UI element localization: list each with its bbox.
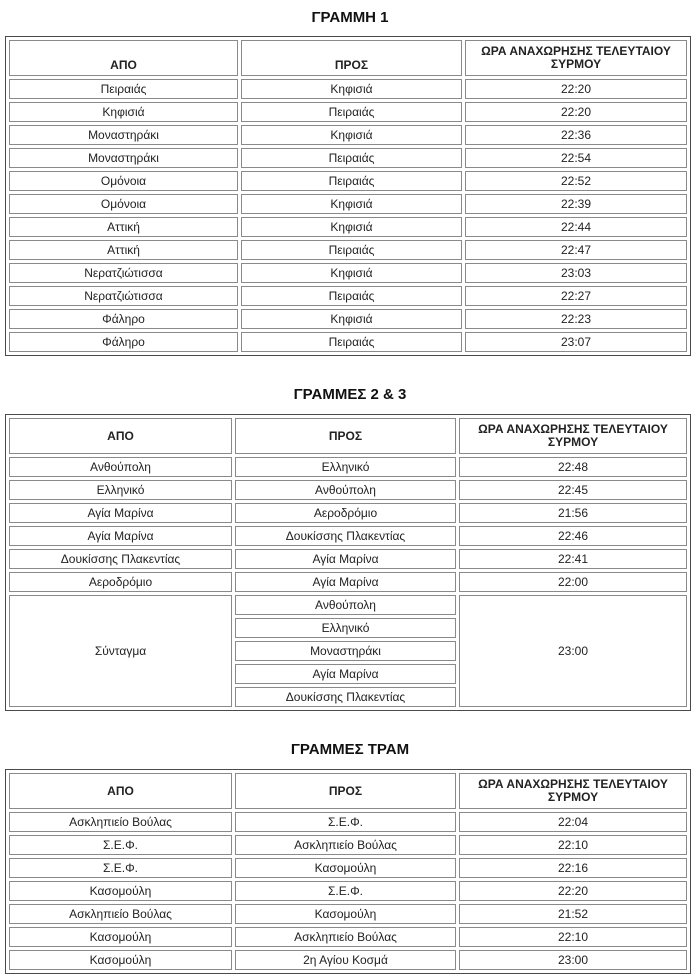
cell-to: Κηφισιά xyxy=(241,194,462,214)
table-header-row xyxy=(9,40,687,76)
table-row xyxy=(9,572,687,592)
lines23-title: ΓΡΑΜΜΕΣ 2 & 3 xyxy=(293,386,407,403)
cell-time: 23:03 xyxy=(465,263,687,283)
cell-from: Κασομούλη xyxy=(9,950,232,970)
cell-time: 22:23 xyxy=(465,309,687,329)
cell-time: 22:39 xyxy=(465,194,687,214)
cell-to: Κηφισιά xyxy=(241,79,462,99)
cell-to: Σ.Ε.Φ. xyxy=(235,812,456,832)
cell-from: Δουκίσσης Πλακεντίας xyxy=(9,549,232,569)
cell-from: Μοναστηράκι xyxy=(9,148,238,168)
table-row xyxy=(9,240,687,260)
cell-time: 22:27 xyxy=(465,286,687,306)
cell-from: Κασομούλη xyxy=(9,881,232,901)
cell-to: Ασκληπιείο Βούλας xyxy=(235,835,456,855)
cell-to: Σ.Ε.Φ. xyxy=(235,881,456,901)
cell-time: 22:10 xyxy=(459,927,687,947)
table-header-row xyxy=(9,773,687,809)
header-to: ΠΡΟΣ xyxy=(235,418,456,454)
cell-from: Σ.Ε.Φ. xyxy=(9,835,232,855)
cell-to: Πειραιάς xyxy=(241,286,462,306)
cell-time: 22:20 xyxy=(459,881,687,901)
table-row xyxy=(9,858,687,878)
cell-to: Δουκίσσης Πλακεντίας xyxy=(235,526,456,546)
cell-time: 22:10 xyxy=(459,835,687,855)
header-to: ΠΡΟΣ xyxy=(241,40,462,76)
cell-to: Ανθούπολη xyxy=(235,480,456,500)
cell-to: Κηφισιά xyxy=(241,263,462,283)
cell-from: Αττική xyxy=(9,217,238,237)
cell-to: Κηφισιά xyxy=(241,125,462,145)
cell-time: 21:56 xyxy=(459,503,687,523)
table-row xyxy=(9,927,687,947)
cell-from: Ομόνοια xyxy=(9,171,238,191)
cell-time: 22:44 xyxy=(465,217,687,237)
tram-title: ΓΡΑΜΜΕΣ ΤΡΑΜ xyxy=(290,741,410,758)
cell-to: Πειραιάς xyxy=(241,171,462,191)
table-row xyxy=(9,332,687,352)
cell-time: 22:46 xyxy=(459,526,687,546)
table-row xyxy=(9,812,687,832)
table-row xyxy=(9,148,687,168)
cell-from: Νερατζιώτισσα xyxy=(9,263,238,283)
cell-from: Αγία Μαρίνα xyxy=(9,526,232,546)
table-row xyxy=(9,79,687,99)
table-header-row xyxy=(9,418,687,454)
header-from: ΑΠΟ xyxy=(9,773,232,809)
cell-from: Ασκληπιείο Βούλας xyxy=(9,812,232,832)
cell-time: 22:20 xyxy=(465,102,687,122)
cell-time: 22:54 xyxy=(465,148,687,168)
table-row xyxy=(9,125,687,145)
cell-time: 22:16 xyxy=(459,858,687,878)
cell-to: 2η Αγίου Κοσμά xyxy=(235,950,456,970)
table-row xyxy=(9,102,687,122)
cell-from: Ομόνοια xyxy=(9,194,238,214)
cell-to: Κασομούλη xyxy=(235,858,456,878)
header-to: ΠΡΟΣ xyxy=(235,773,456,809)
table-row xyxy=(9,217,687,237)
cell-from: Φάληρο xyxy=(9,332,238,352)
line1-table xyxy=(5,36,691,356)
cell-to: Ασκληπιείο Βούλας xyxy=(235,927,456,947)
cell-time: 23:00 xyxy=(459,950,687,970)
cell-from: Κηφισιά xyxy=(9,102,238,122)
lines23-table xyxy=(5,414,691,711)
line1-title: ΓΡΑΜΜΗ 1 xyxy=(311,9,389,26)
cell-to: Αεροδρόμιο xyxy=(235,503,456,523)
cell-time: 22:04 xyxy=(459,812,687,832)
table-row xyxy=(9,309,687,329)
table-row xyxy=(9,480,687,500)
table-row xyxy=(9,194,687,214)
table-row xyxy=(9,263,687,283)
header-time: ΩΡΑ ΑΝΑΧΩΡΗΣΗΣ ΤΕΛΕΥΤΑΙΟΥ ΣΥΡΜΟΥ xyxy=(465,40,687,76)
cell-from-merged: Σύνταγμα xyxy=(9,595,232,707)
cell-to: Ελληνικό xyxy=(235,618,456,638)
cell-time: 22:41 xyxy=(459,549,687,569)
cell-time: 22:48 xyxy=(459,457,687,477)
cell-from: Ανθούπολη xyxy=(9,457,232,477)
cell-time: 23:07 xyxy=(465,332,687,352)
cell-from: Πειραιάς xyxy=(9,79,238,99)
cell-to: Πειραιάς xyxy=(241,332,462,352)
cell-time: 22:00 xyxy=(459,572,687,592)
cell-from: Νερατζιώτισσα xyxy=(9,286,238,306)
table-row xyxy=(9,526,687,546)
cell-to: Αγία Μαρίνα xyxy=(235,664,456,684)
table-row xyxy=(9,171,687,191)
cell-to: Κασομούλη xyxy=(235,904,456,924)
header-time: ΩΡΑ ΑΝΑΧΩΡΗΣΗΣ ΤΕΛΕΥΤΑΙΟΥ ΣΥΡΜΟΥ xyxy=(459,773,687,809)
cell-time: 22:52 xyxy=(465,171,687,191)
cell-to: Ελληνικό xyxy=(235,457,456,477)
table-row xyxy=(9,904,687,924)
cell-to: Κηφισιά xyxy=(241,309,462,329)
cell-from: Αττική xyxy=(9,240,238,260)
cell-from: Ασκληπιείο Βούλας xyxy=(9,904,232,924)
cell-to: Αγία Μαρίνα xyxy=(235,549,456,569)
cell-from: Σ.Ε.Φ. xyxy=(9,858,232,878)
header-from: ΑΠΟ xyxy=(9,40,238,76)
cell-to: Ανθούπολη xyxy=(235,595,456,615)
cell-to: Πειραιάς xyxy=(241,148,462,168)
cell-to: Μοναστηράκι xyxy=(235,641,456,661)
cell-time: 22:20 xyxy=(465,79,687,99)
cell-from: Φάληρο xyxy=(9,309,238,329)
cell-time: 21:52 xyxy=(459,904,687,924)
cell-from: Αγία Μαρίνα xyxy=(9,503,232,523)
table-row xyxy=(9,595,687,615)
cell-to: Δουκίσσης Πλακεντίας xyxy=(235,687,456,707)
table-row xyxy=(9,286,687,306)
cell-from: Μοναστηράκι xyxy=(9,125,238,145)
table-row xyxy=(9,503,687,523)
header-from: ΑΠΟ xyxy=(9,418,232,454)
tram-table xyxy=(5,769,691,974)
cell-to: Αγία Μαρίνα xyxy=(235,572,456,592)
table-row xyxy=(9,549,687,569)
header-time: ΩΡΑ ΑΝΑΧΩΡΗΣΗΣ ΤΕΛΕΥΤΑΙΟΥ ΣΥΡΜΟΥ xyxy=(459,418,687,454)
table-row xyxy=(9,950,687,970)
table-row xyxy=(9,457,687,477)
table-row xyxy=(9,881,687,901)
cell-to: Πειραιάς xyxy=(241,240,462,260)
table-row xyxy=(9,835,687,855)
cell-from: Αεροδρόμιο xyxy=(9,572,232,592)
cell-to: Πειραιάς xyxy=(241,102,462,122)
cell-time: 22:36 xyxy=(465,125,687,145)
cell-time: 22:47 xyxy=(465,240,687,260)
cell-from: Κασομούλη xyxy=(9,927,232,947)
cell-from: Ελληνικό xyxy=(9,480,232,500)
cell-to: Κηφισιά xyxy=(241,217,462,237)
cell-time-merged: 23:00 xyxy=(459,595,687,707)
cell-time: 22:45 xyxy=(459,480,687,500)
